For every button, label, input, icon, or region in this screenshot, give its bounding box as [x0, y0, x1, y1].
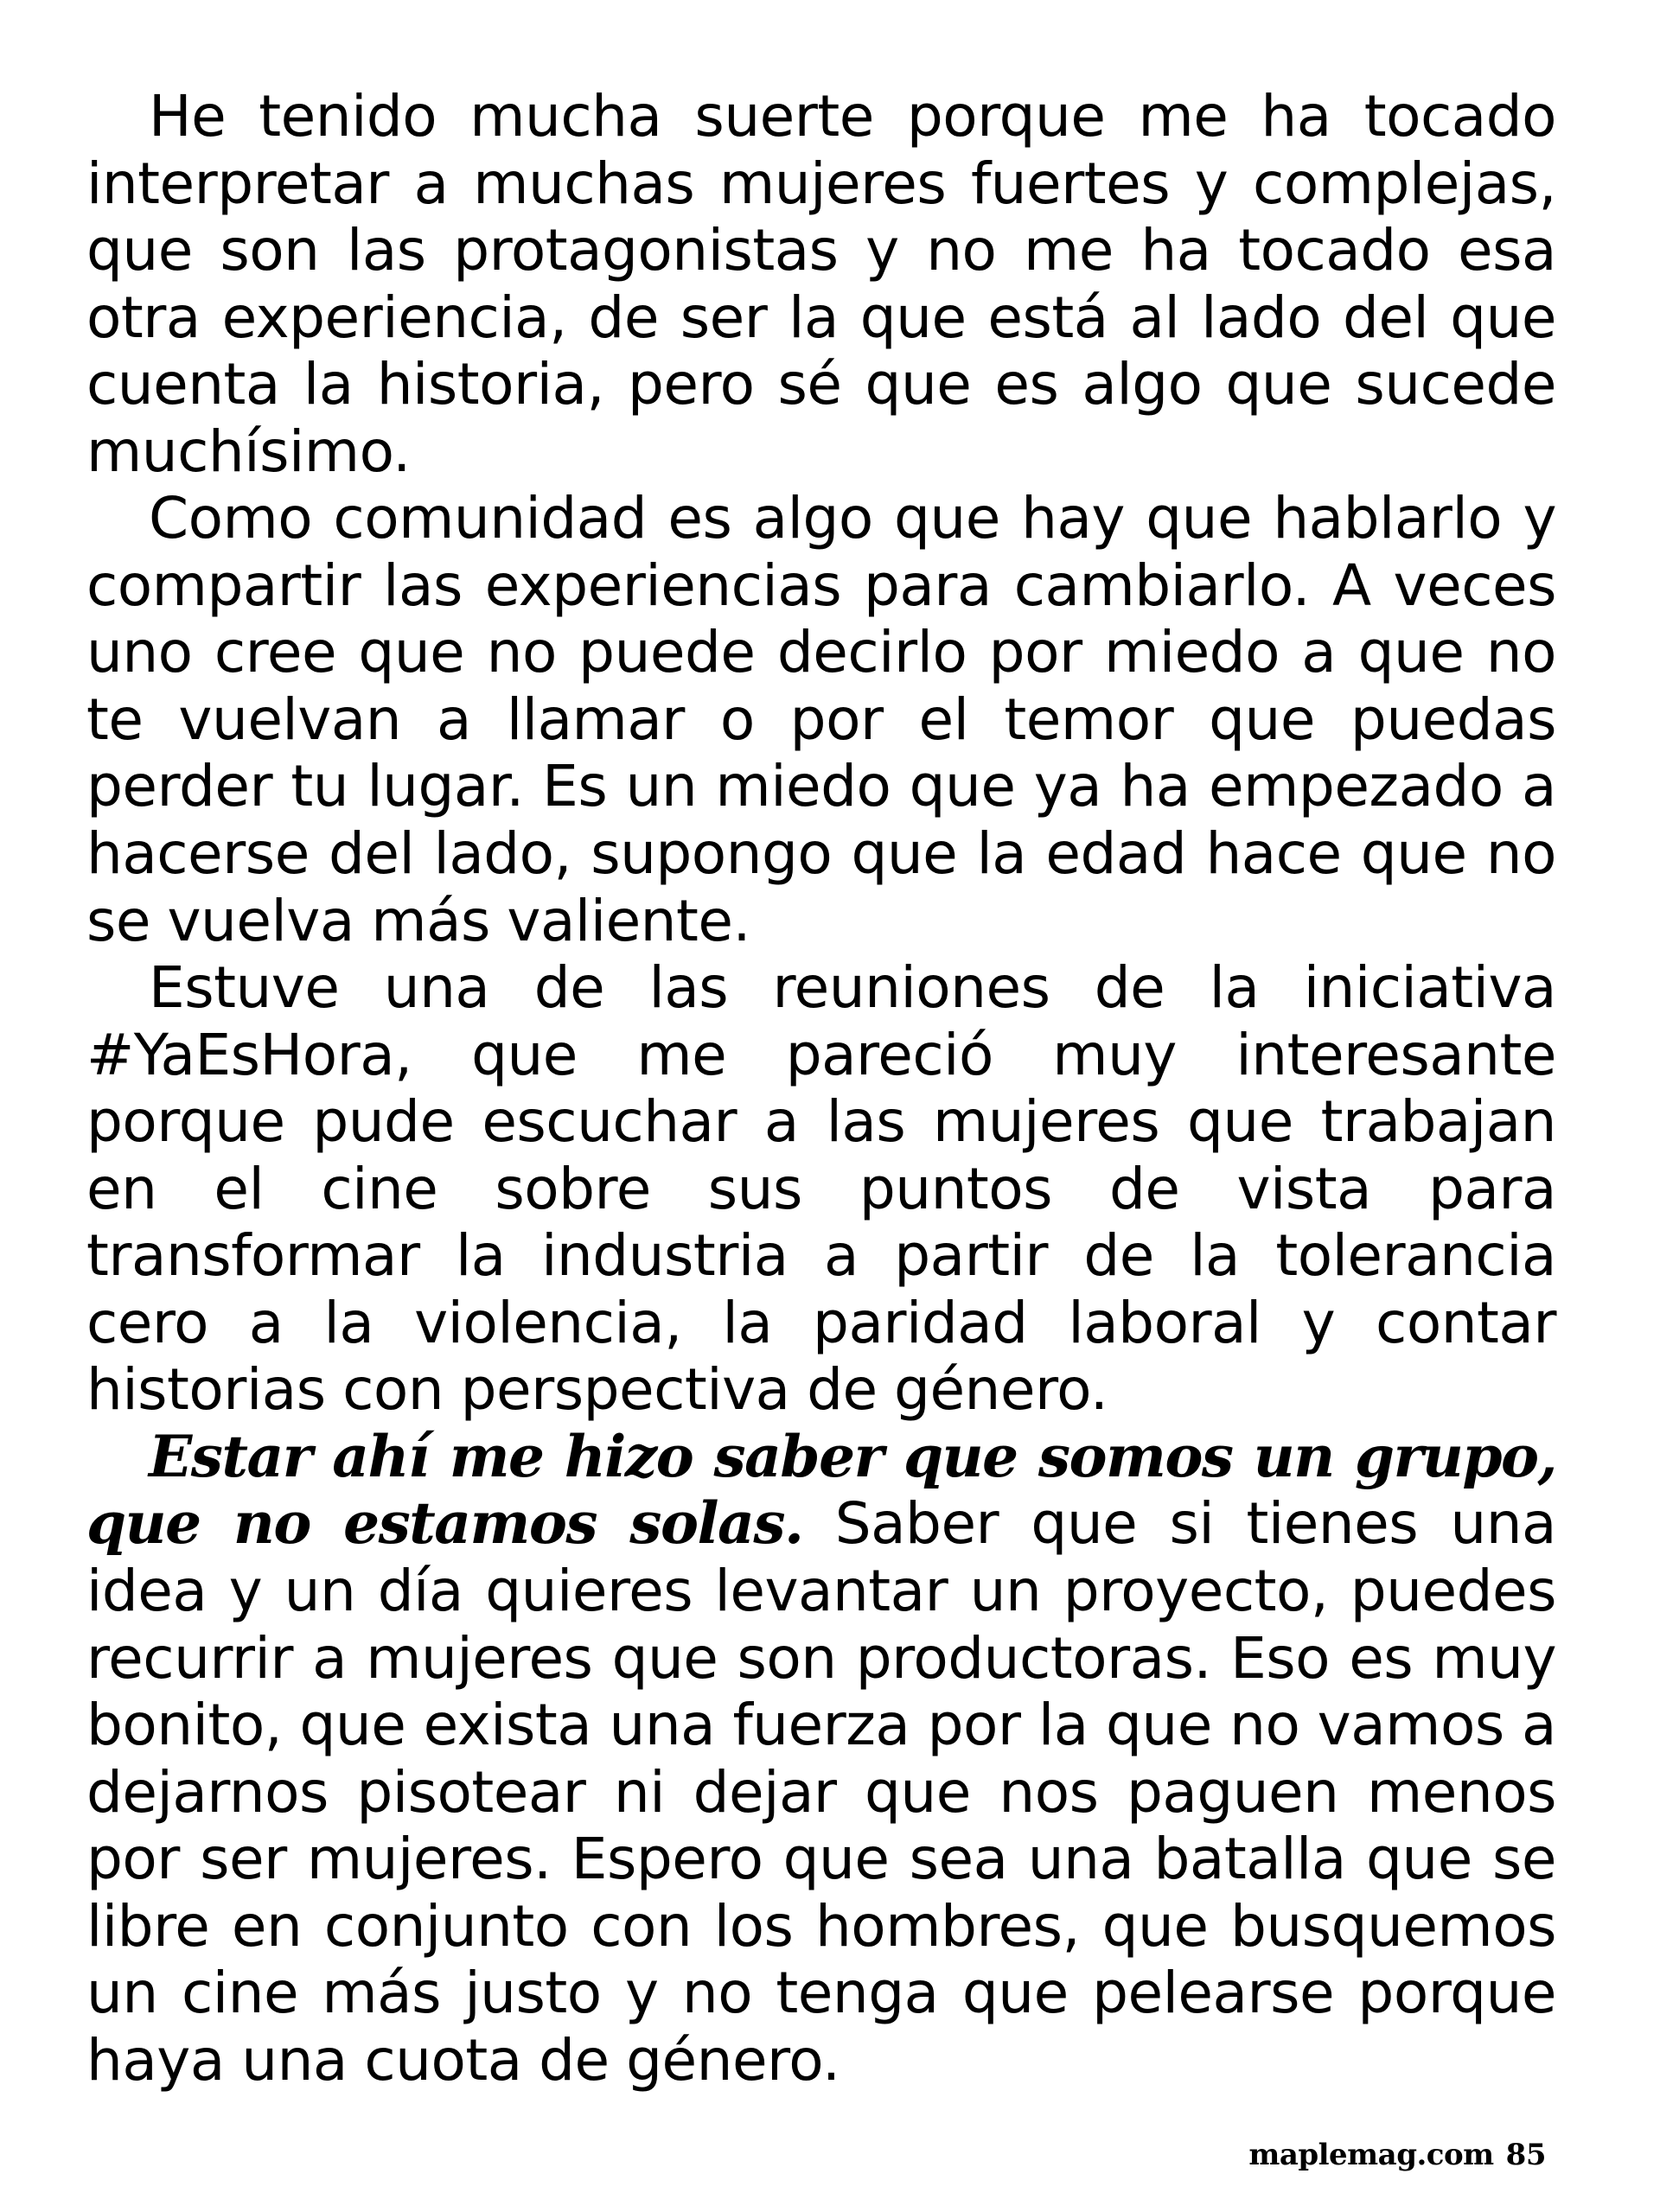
footer-page-number: 85 — [1505, 2138, 1546, 2172]
paragraph-3: Estuve una de las reuniones de la iniciativa #YaEsHora, que me pareció muy interesante porque pude escuchar a las mujeres que trabajan en el cine sobre sus puntos de vista para transformar la industria a partir de la tolerancia cero a la violencia, la paridad laboral y contar historias con perspectiva de género. — [86, 954, 1556, 1424]
paragraph-4-rest: Saber que si tienes una idea y un día quieres levantar un proyecto, puedes recurrir a mujeres que son productoras. Eso es muy bonito, que exista una fuerza por la que no vamos a dejarnos pisotear ni dejar que nos paguen menos por ser mujeres. Espero que sea una batalla que se libre en conjunto con los hombres, que busquemos un cine más justo y no tenga que pelearse porque haya una cuota de género. — [86, 1490, 1556, 2094]
paragraph-4-highlight — [86, 1424, 1556, 2094]
page-footer — [1248, 2138, 1546, 2172]
paragraph-2: Como comunidad es algo que hay que hablarlo y compartir las experiencias para cambiarlo. A veces uno cree que no puede decirlo por miedo a que no te vuelvan a llamar o por el temor que puedas perder tu lugar. Es un miedo que ya ha empezado a hacerse del lado, supongo que la edad hace que no se vuelva más valiente. — [86, 485, 1556, 954]
footer-site: maplemag.com — [1248, 2138, 1494, 2172]
paragraph-4-emphasis: Estar ahí me hizo saber que somos un grupo, que no estamos solas. — [86, 1422, 1556, 1558]
paragraph-1: He tenido mucha suerte porque me ha tocado interpretar a muchas mujeres fuertes y complejas, que son las protagonistas y no me ha tocado esa otra experiencia, de ser la que está al lado del que cuenta la historia, pero sé que es algo que sucede muchísimo. — [86, 83, 1556, 485]
article-body — [86, 83, 1556, 2094]
